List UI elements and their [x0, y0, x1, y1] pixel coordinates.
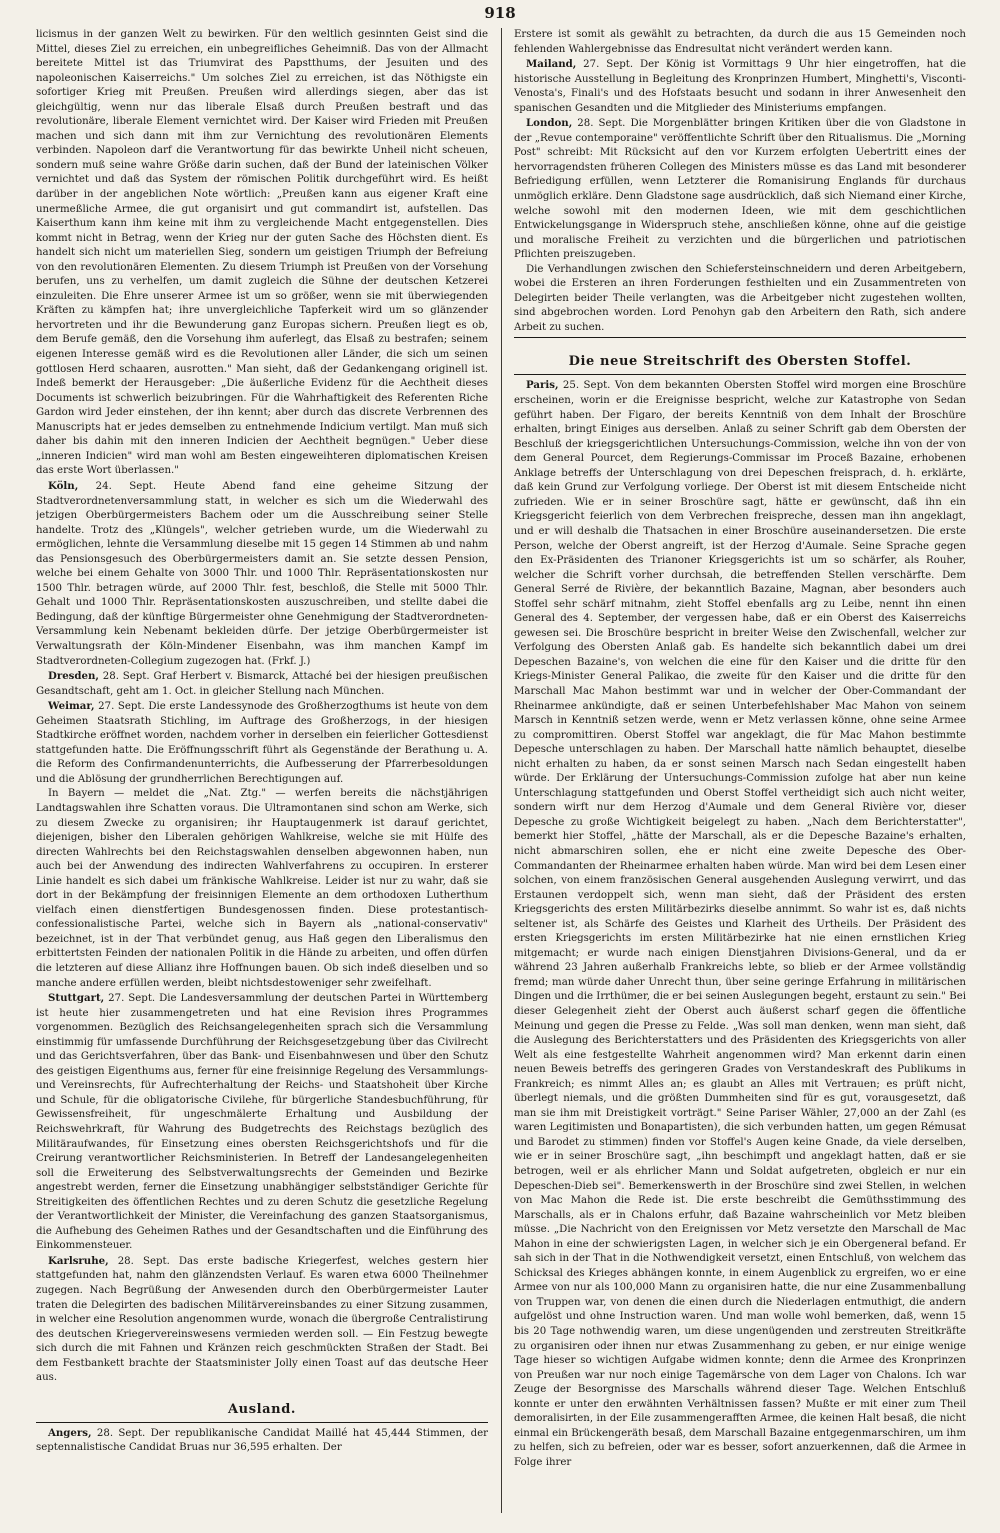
dateline-weimar: Weimar,: [48, 700, 95, 713]
article-stuttgart: [36, 991, 488, 1254]
article-angers-text: 28. Sept. Der republikanische Candidat Maillé hat 45,444 Stimmen, der septennalistische Candidat Bruas nur 36,595 erhalten. Der: [36, 1427, 488, 1454]
article-stuttgart-text: 27. Sept. Die Landesversammlung der deutschen Partei in Württemberg ist heute hier zusammengetreten und hat eine Revision ihres Programmes vorgenommen. Bezüglich des Reichsangelegenheiten sprach sich die Versammlung einstimmig für umfassende Durchführung der Reichsgesetzgebung über das Civilrecht und das Gerichtsverfahren, über das Bank- und Eisenbahnwesen und über den Schutz des geistigen Eigenthums aus, ferner für eine freisinnige Regelung des Versammlungs- und Vereinsrechts, für Aufrechterhaltung der Reichs- und Staatshoheit über Kirche und Schule, für die obligatorische Civilehe, für bürgerliche Standesbuchführung, für Gewissensfreiheit, für ungeschmälerte Erhaltung und Ausbildung der Reichswehrkraft, für Wahrung des Budgetrechts des Reichstags bezüglich des Militäraufwandes, für Einsetzung eines obersten Reichsgerichtshofs und für die Creirung verantwortlicher Reichsministerien. In Betreff der Landesangelegenheiten soll die Erweiterung des Selbstverwaltungsrechts der Gemeinden und Bezirke angestrebt werden, ferner die Einsetzung unabhängiger selbstständiger Gerichte für Streitigkeiten des öffentlichen Rechtes und zu deren Schutz die gesetzliche Regelung der Verantwortlichkeit der Minister, die Vereinfachung des ganzen Staatsorganismus, die Aufhebung des Geheimen Rathes und der Gesandtschaften und die Einführung des Einkommensteuer.: [36, 993, 488, 1252]
dateline-paris: Paris,: [526, 379, 559, 392]
article-weimar: [36, 699, 488, 787]
dateline-karlsruhe: Karlsruhe,: [48, 1254, 109, 1267]
article-london: [514, 116, 966, 262]
dateline-dresden: Dresden,: [48, 670, 99, 683]
columns: [36, 28, 966, 1513]
article-karlsruhe-text: 28. Sept. Das erste badische Kriegerfest, welches gestern hier stattgefunden hat, nahm den glänzendsten Verlauf. Es waren etwa 6000 Theilnehmer zugegen. Nach Begrüßung der Anwesenden durch den Oberbürgermeister Lauter traten die Delegirten des badischen Militärvereinsbandes zu einer Sitzung zusammen, in welcher eine Resolution angenommen wurde, wonach die übergroße Centralistirung des deutschen Kriegervereinswesens vermieden werden soll. — Ein Festzug bewegte sich durch die mit Fahnen und Kränzen reich geschmückten Straßen der Stadt. Bei dem Festbankett brachte der Staatsminister Jolly einen Toast auf das deutsche Heer aus.: [36, 1255, 488, 1384]
dateline-mailand: Mailand,: [526, 58, 577, 71]
right-column: [514, 28, 966, 1513]
article-london-2: Die Verhandlungen zwischen den Schiefersteinschneidern und deren Arbeitgebern, wobei die Ersteren an ihren Forderungen festhielten und ein Zusammentreten von Delegirten beider Theile verlangten, was die Arbeitgeber nicht zugestehen wollten, sind abgebrochen worden. Lord Penohyn gab den Arbeitern den Rath, sich andere Arbeit zu suchen.: [514, 263, 966, 333]
article-bayern: In Bayern — meldet die „Nat. Ztg." — werfen bereits die nächstjährigen Landtagswahlen ihre Schatten voraus. Die Ultramontanen sind schon am Werke, sich zu diesem Zwecke zu organisiren; ihr Hauptaugenmerk ist darauf gerichtet, diejenigen, bisher den Liberalen gehörigen Wahlkreise, welche sie mit Hülfe des directen Wahlrechts bei den Reichstagswahlen denselben abgewonnen haben, nun auch bei der Anwendung des indirecten Wahlverfahrens zu occupiren. In ersterer Linie handelt es sich dabei um fränkische Wahlkreise. Leider ist nur zu wahr, daß sie dort in der Bekämpfung der freisinnigen Elemente an dem orthodoxen Lutherthum vielfach einen dienstfertigen Bundesgenossen finden. Diese protestantisch-confessionalistische Partei, welche sich in Bayern als „national-conservativ" bezeichnet, ist in der That verbündet genug, aus Haß gegen den Liberalismus den erbittertsten Feinden der nationalen Politik in die Hände zu arbeiten, und offen dürfen die letzteren auf diese Allianz ihre Hoffnungen bauen. Ob sich indeß dieselben und so manche andere erfüllen werden, bleibt nichtsdestoweniger sehr zweifelhaft.: [36, 788, 488, 989]
dateline-london: London,: [526, 117, 573, 130]
article-heading-stoffel: Die neue Streitschrift des Obersten Stoffel.: [568, 354, 912, 370]
dateline-koeln: Köln,: [48, 479, 79, 492]
column-divider: [501, 28, 502, 1513]
heading-rule-top: [514, 337, 966, 338]
article-koeln-text: 24. Sept. Heute Abend fand eine geheime Sitzung der Stadtverordnetenversammlung statt, in welcher es sich um die Wiederwahl des jetzigen Oberbürgermeisters Bachem oder um die Ausschreibung seiner Stelle handelte. Trotz des „Klüngels", welcher getrieben wurde, um die Wiederwahl zu ermöglichen, lehnte die Versammlung dieselbe mit 15 gegen 14 Stimmen ab und nahm das Pensionsgesuch des Oberbürgermeisters damit an. Sie setzte dessen Pension, welche bei einem Gehalte von 3000 Thlr. und 1000 Thlr. Repräsentationskosten nur 1500 Thlr. betragen würde, auf 2000 Thlr. fest, beschloß, die Stelle mit 5000 Thlr. Gehalt und 1000 Thlr. Repräsentationskosten auszuschreiben, und stellte dabei die Bedingung, daß der künftige Bürgermeister ohne Genehmigung der Stadtverordneten-Versammlung kein Nebenamt bekleiden dürfe. Der jetzige Oberbürgermeister ist Verwaltungsrath der Köln-Mindener Eisenbahn, was ihm manchen Kampf im Stadtverordneten-Collegium zugezogen hat. (Frkf. J.): [36, 480, 488, 667]
article-angers: [36, 1426, 488, 1456]
page-number: 918: [484, 4, 516, 22]
article-continuation: licismus in der ganzen Welt zu bewirken. Für den weltlich gesinnten Geist sind die Mittel, dieses Ziel zu erreichen, ein unbegreifliches Geheimniß. Das von der Allmacht bereitete Mittel ist das Triumvirat des Papstthums, der Jesuiten und des napoleonischen Kaiserreichs." Um solches Ziel zu erreichen, ist das Nöthigste ein sofortiger Krieg mit Preußen. Preußen wird allerdings siegen, aber das ist gleichgültig, wenn nur das liberale Elsaß durch Preußen bestraft und das revolutionäre, liberale Element vernichtet wird. Der Kaiser wird Frieden mit Preußen machen und sich dann mit ihm zur Vernichtung des revolutionären Elements verbinden. Napoleon darf die Verantwortung für das bewirkte Unheil nicht scheuen, sondern muß seine wahre Größe darin suchen, daß der Bund der lateinischen Völker vernichtet und daß das System der römischen Politik durchgeführt wird. Es heißt darüber in der angeblichen Note wörtlich: „Preußen kann aus eigener Kraft eine unermeßliche Armee, die gut organisirt und gut commandirt ist, aufstellen. Das Kaiserthum kann ihm keine mit ihm zu vergleichende Macht entgegenstellen. Dies kommt nicht in Betrag, wenn der Krieg nur der guten Sache des Höchsten dient. Es handelt sich nicht um materiellen Sieg, sondern um geistigen Triumph der Befreiung von den revolutionären Elementen. Zu diesem Triumph ist Preußen von der Vorsehung berufen, uns zu verhelfen, um damit zugleich die Sühne der deutschen Ketzerei einzuleiten. Die Ehre unserer Armee ist um so größer, wenn sie mit überwiegenden Kräften zu kämpfen hat; ihre unvergleichliche Tapferkeit wird um so glänzender hervortreten und ihr die Bewunderung ganz Europas sichern. Preußen liegt es ob, dem Berufe gemäß, den die Vorsehung ihm auferlegt, das Elsaß zu bestrafen; seinem eigenen Interesse gemäß wird es die Revolutionen aller Länder, die sich um seinen gottlosen Herd schaaren, ausrotten." Man sieht, daß der Gedankengang originell ist. Indeß bemerkt der Herausgeber: „Die äußerliche Evidenz für die Aechtheit dieses Documents ist schwerlich beizubringen. Für die Wahrhaftigkeit des Referenten Riche Gardon wird Jeder einstehen, der ihn kennt; aber durch das discrete Verbrennen des Manuscripts hat er jedes demselben zu entnehmende Indicium vertilgt. Man muß sich daher bis dahin mit den inneren Indicien der Aechtheit begnügen." Ueber diese „inneren Indicien" wird man wohl am Besten eingeweihteren diplomatischen Kreisen das erste Wort überlassen.": [36, 29, 488, 477]
left-column: [36, 28, 488, 1513]
article-dresden: [36, 669, 488, 699]
heading-rule-bottom: [514, 374, 966, 375]
section-rule: [36, 1422, 488, 1423]
article-dresden-text: 28. Sept. Graf Herbert v. Bismarck, Attaché bei der hiesigen preußischen Gesandtschaft, geht am 1. Oct. in gleicher Stellung nach München.: [36, 671, 488, 697]
article-weimar-text: 27. Sept. Die erste Landessynode des Großherzogthums ist heute von dem Geheimen Staatsrath Stichling, im Auftrage des Großherzogs, in der hiesigen Stadtkirche eröffnet worden, nachdem vorher in derselben ein feierlicher Gottesdienst stattgefunden hatte. Die Eröffnungsschrift führt als Gegenstände der Berathung u. A. die Reform des Confirmandenunterrichts, die Aufbesserung der Pfarrerbesoldungen und die Ablösung der grundherrlichen Berechtigungen auf.: [36, 701, 488, 785]
article-london-text: 28. Sept. Die Morgenblätter bringen Kritiken über die von Gladstone in der „Revue contemporaine" veröffentlichte Schrift über den Ritualismus. Die „Morning Post" schreibt: Mit Rücksicht auf den vor Kurzem erfolgten Uebertritt eines der hervorragendsten früheren Collegen des Ministers müsse es das Land mit besonderer Befriedigung erfüllen, wenn Letzterer die Romanisirung Englands für durchaus unmöglich erkläre. Denn Gladstone sage ausdrücklich, daß sich Niemand einer Kirche, welche sowohl mit den modernen Ideen, wie mit dem geschichtlichen Entwickelungsgange in Widerspruch stehe, anschließen könne, ohne auf die geistige und moralische Freiheit zu verzichten und die bürgerlichen und patriotischen Pflichten preiszugeben.: [514, 118, 966, 261]
article-koeln: [36, 479, 488, 669]
dateline-angers: Angers,: [48, 1426, 92, 1439]
section-heading-ausland: Ausland.: [227, 1401, 297, 1417]
article-paris-text: 25. Sept. Von dem bekannten Obersten Stoffel wird morgen eine Broschüre erscheinen, worin er die Ereignisse bespricht, welche zur Katastrophe von Sedan geführt haben. Der Figaro, der bereits Kenntniß von dem Inhalt der Broschüre erhalten, bringt Einiges aus derselben. Anlaß zu seiner Schrift gab dem Obersten der Beschluß der kriegsgerichtlichen Untersuchungs-Commission, welche ihn von der von dem General Pourcet, dem Regierungs-Commissar im Proceß Bazaine, erhobenen Anklage betreffs der Unterschlagung von drei Depeschen freisprach, d. h. erklärte, daß kein Grund zur Verfolgung vorliege. Der Oberst ist mit diesem Entscheide nicht zufrieden. Wie er in seiner Broschüre sagt, hätte er gewünscht, daß ihn ein Kriegsgericht feierlich von dem Verbrechen freispreche, dessen man ihn angeklagt, und er will deshalb die Thatsachen in einer Broschüre auseinandersetzen. Die erste Person, welche der Oberst angreift, ist der Herzog d'Aumale. Seine Sprache gegen den Ex-Präsidenten des Trianoner Kriegsgerichts ist um so schärfer, als Rouher, welcher die Schrift vorher durchsah, die betreffenden Stellen verschärfte. Dem General Serré de Rivière, der bekanntlich Bazaine, Magnan, aber besonders auch Stoffel sehr schärf mitnahm, zieht Stoffel ebenfalls arg zu Leibe, nennt ihn einen General des 4. September, der vergessen habe, daß er ein Oberst des Kaiserreichs gewesen sei. Die Broschüre bespricht in breiter Weise den Zwischenfall, welcher zur Verfolgung des Obersten Anlaß gab. Es handelte sich bekanntlich dabei um drei Depeschen Bazaine's, von welchen die eine für den Kaiser und die dritte für den Kriegs-Minister General Palikao, die zweite für den Kaiser und die dritte für den Marschall Mac Mahon bestimmt war und in welcher der Ober-Commandant der Rheinarmee ankündigte, daß er seinen Unterbefehlshaber Mac Mahon von seinem Marsch in Kenntniß setzen werde, wenn er Metz verlassen könne, ohne seine Armee zu compromittiren. Oberst Stoffel war angeklagt, die für Mac Mahon bestimmte Depesche unterschlagen zu haben. Der Marschall hatte nämlich behauptet, dieselbe nicht erhalten zu haben, da er sonst seinen Marsch nach Sedan eingestellt haben würde. Der Erklärung der Untersuchungs-Commission zufolge hat aber nun keine Unterschlagung stattgefunden und Oberst Stoffel vertheidigt sich auch nicht weiter, sondern wirft nur dem Herzog d'Aumale und dem General Rivière vor, dieser Depesche zu große Wichtigkeit beigelegt zu haben. „Nach dem Berichterstatter", bemerkt hier Stoffel, „hätte der Marschall, als er die Depesche Bazaine's erhalten, nicht abmarschiren sollen, ehe er nicht eine zweite Depesche des Ober-Commandanten der Rheinarmee erhalten haben würde. Man wird bei dem Lesen einer solchen, von einem französischen General ausgehenden Auslegung verwirrt, und das Erstaunen verdoppelt sich, wenn man sieht, daß der Präsident des ersten Kriegsgerichts des ersten Militärbezirks dieselbe annimmt. So wahr ist es, daß nichts seltener ist, als Schärfe des Geistes und Klarheit des Urtheils. Der Präsident des ersten Kriegsgerichts im ersten Militärbezirke hat nie einen ernstlichen Krieg mitgemacht; er wurde nach einigen Dienstjahren Divisions-General, und da er während 23 Jahren außerhalb Frankreichs lebte, so blieb er der Armee vollständig fremd; man würde daher Unrecht thun, über seine geringe Erfahrung in militärischen Dingen und die Irrthümer, die er bei seinen Auslegungen begeht, erstaunt zu sein." Bei dieser Gelegenheit zieht der Oberst auch äußerst scharf gegen die öffentliche Meinung und gegen die Presse zu Felde. „Was soll man denken, wenn man sieht, daß die Auslegung des Berichterstatters und des Präsidenten des Kriegsgerichts von aller Welt als eine festgestellte Wahrheit angenommen wird? Man erkennt darin einen neuen Beweis betreffs des geringeren Grades von Verstandeskraft des Publikums in Frankreich; es nimmt Alles an; es glaubt an Alles mit Vertrauen; es prüft nicht, überlegt niemals, und die größten Dummheiten sind für es gut, vorausgesetzt, daß man sie ihm mit Dreistigkeit vorträgt." Seine Pariser Wähler, 27,000 an der Zahl (es waren Legitimisten und Bonapartisten), die sich verbunden hatten, um gegen Rémusat und Barodet zu stimmen) finden vor Stoffel's Augen keine Gnade, da viele derselben, wie er in seiner Broschüre sagt, „ihn beschimpft und angeklagt hatten, daß er sie betrogen, weil er als ehrlicher Mann und Soldat aufgetreten, obgleich er nur ein Depeschen-Dieb sei". Bemerkenswerth in der Broschüre sind zwei Stellen, in welchen von Mac Mahon die Rede ist. Die erste beschreibt die Gemüthsstimmung des Marschalls, als er in Chalons erfuhr, daß Bazaine wahrscheinlich vor Metz bleiben müsse. „Die Nachricht von den Ereignissen vor Metz versetzte den Marschall de Mac Mahon in eine der schwierigsten Lagen, in welcher sich je ein Obergeneral befand. Er sah sich in der That in die Nothwendigkeit versetzt, einen Entschluß, von welchem das Schicksal des Krieges abhängen konnte, in einem Augenblick zu ergreifen, wo er eine Armee von nur als 100,000 Mann zu organisiren hatte, die nur eine Zusammenballung von Truppen war, von denen die einen durch die Niederlagen entmuthigt, die andern aufgelöst und ohne Instruction waren. Und man wolle wohl bemerken, daß, wenn 15 bis 20 Tage nothwendig waren, um diese ungenügenden und zerstreuten Streitkräfte zu organisiren oder ihnen nur etwas Zusammenhang zu geben, er nur einige wenige Tage hieser so wichtigen Aufgabe widmen konnte; denn die Armee des Kronprinzen von Preußen war nur noch einige Tagemärsche von dem Lager von Chalons. Ich war Zeuge der Besorgnisse des Marschalls während dieser Tage. Welchen Entschluß konnte er unter den erwähnten Verhältnissen fassen? Mußte er mit einer zum Theil demoralisirten, in der Eile zusammengerafften Armee, die keinen Halt besaß, die nicht einmal ein Brückengeräth besaß, dem Marschall Bazaine entgegenmarschiren, um ihm zu helfen, sich zu befreien, oder war es besser, sofort anzuerkennen, daß die Armee in Folge ihrer: [514, 380, 966, 1468]
article-karlsruhe: [36, 1254, 488, 1386]
article-paris: [514, 378, 966, 1470]
article-mailand: [514, 57, 966, 116]
article-angers-continuation: Erstere ist somit als gewählt zu betrachten, da durch die aus 15 Gemeinden noch fehlenden Wahlergebnisse das Endresultat nicht verändert werden kann.: [514, 29, 966, 55]
dateline-stuttgart: Stuttgart,: [48, 992, 105, 1005]
article-mailand-text: 27. Sept. Der König ist Vormittags 9 Uhr hier eingetroffen, hat die historische Ausstellung in Begleitung des Kronprinzen Humbert, Minghetti's, Visconti-Venosta's, Finali's und des Hofstaats besucht und sodann in ihrer Anwesenheit den spanischen Gesandten und die Mitglieder des Ministeriums empfangen.: [514, 59, 966, 114]
